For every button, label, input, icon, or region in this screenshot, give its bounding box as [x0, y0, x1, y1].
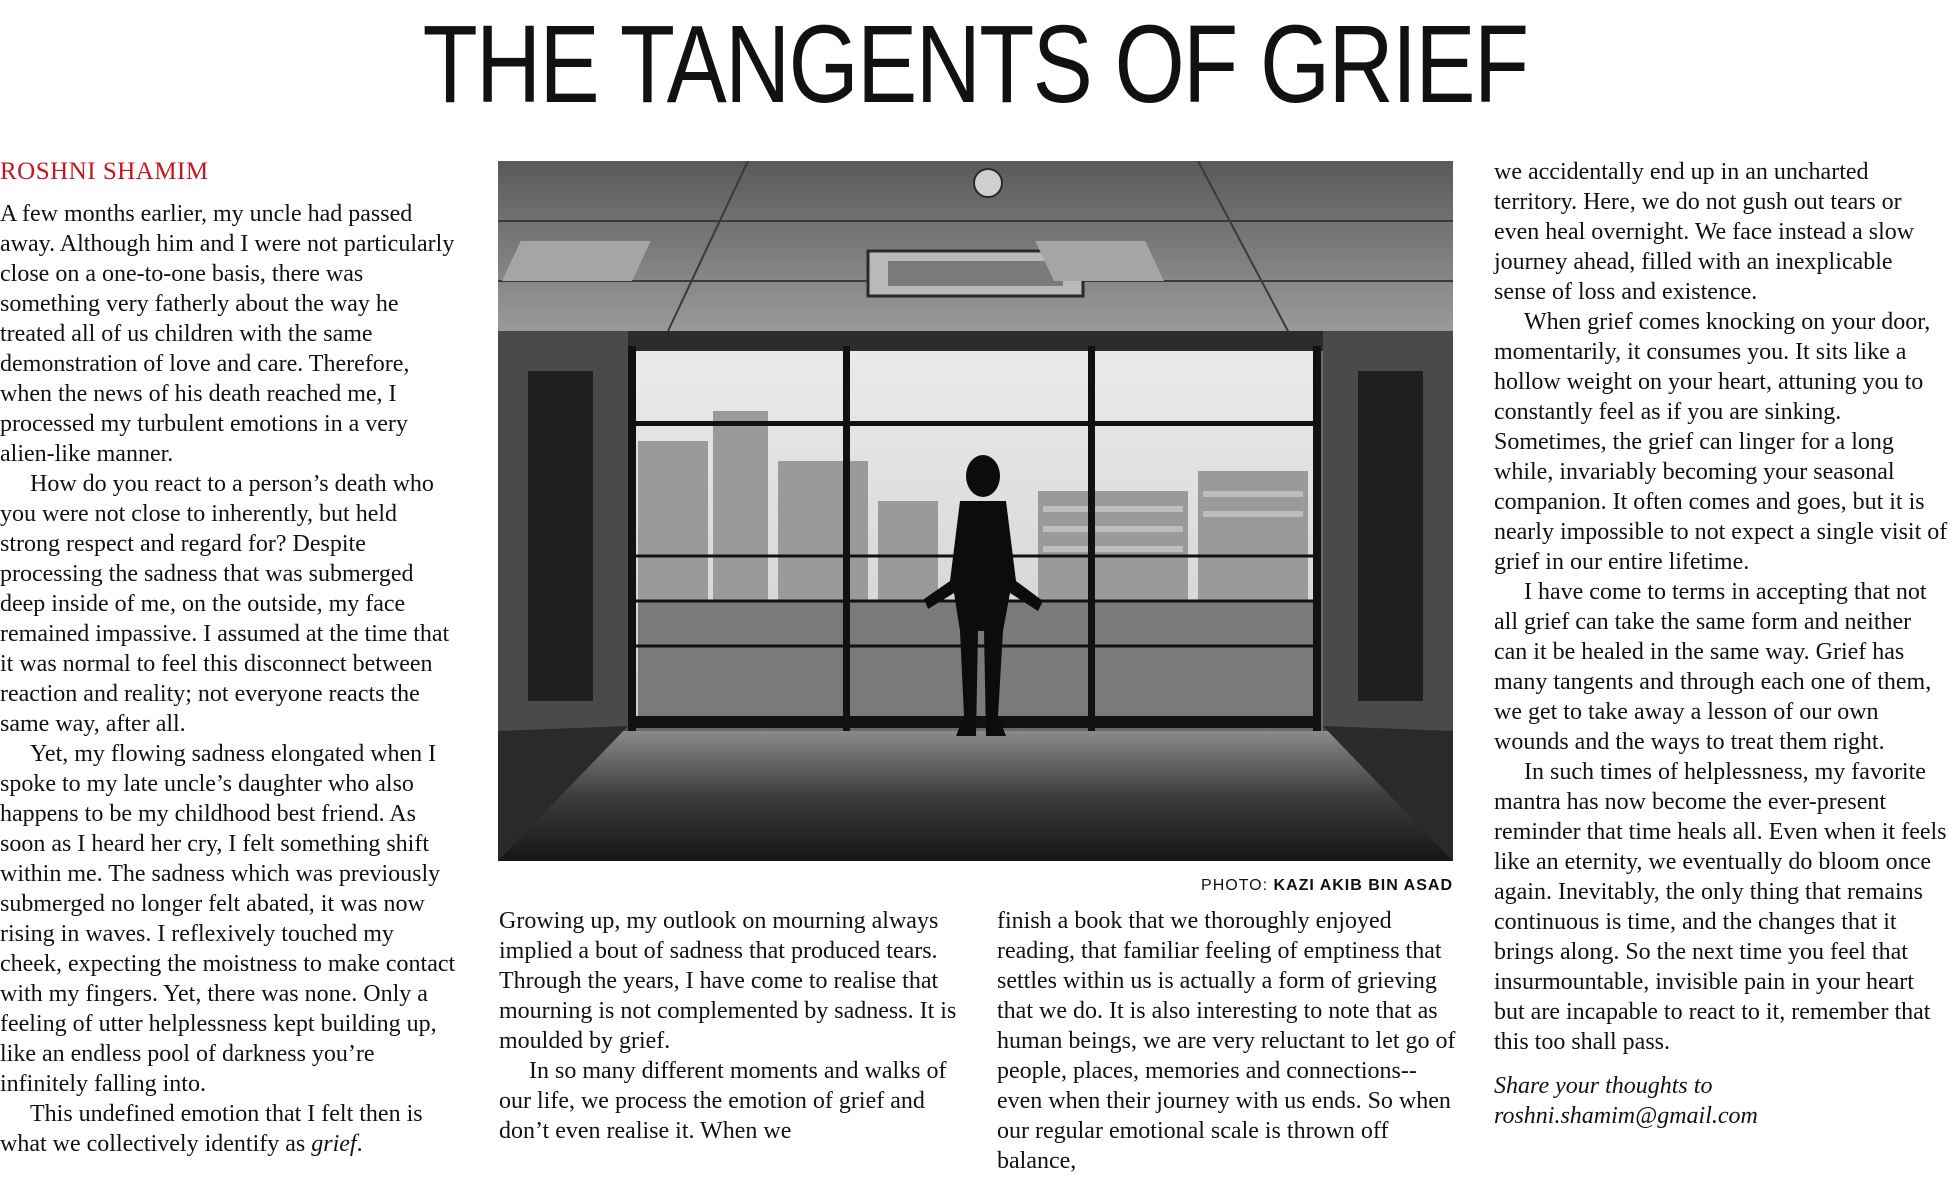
paragraph: A few months earlier, my uncle had passed away. Although him and I were not particularly close on a one-to-one basis, there was something very fatherly about the way he treated all of us children with the same demonstration of love and care. Therefore, when the news of his death reached me, I processed my turbulent emotions in a very alien-like manner. [0, 201, 455, 467]
paragraph: In such times of helplessness, my favorite mantra has now become the ever-present reminder that time heals all. Even when it feels like an eternity, we eventually do bloom once again. Inevitably, the only thing that remains continuous is time, and the changes that it brings along. So the next time you feel that insurmountable, invisible pain in your heart but are incapable to react to it, remember that this too shall pass. [1494, 759, 1947, 1055]
paragraph-text: This undefined emotion that I felt then is what we collectively identify as [0, 1101, 423, 1157]
article-column-4 [1494, 157, 1950, 1131]
silhouette-window-photo [498, 161, 1453, 861]
paragraph [0, 1099, 460, 1159]
article-photo [498, 161, 1453, 861]
photo-credit-label: PHOTO: [1201, 877, 1269, 894]
paragraph: Growing up, my outlook on mourning always implied a bout of sadness that produced tears. Through the years, I have come to realise that mourning is not complemented by sadness. It is moulded by grief. [499, 908, 957, 1054]
photo-credit-name: KAZI AKIB BIN ASAD [1273, 877, 1453, 894]
paragraph: finish a book that we thoroughly enjoyed reading, that familiar feeling of emptiness that settles within us is actually a form of grieving that we do. It is also interesting to note that as human beings, we are very reluctant to let go of people, places, memories and connections-- even when their journey with us ends. So when our regular emotional scale is thrown off balance, [997, 908, 1456, 1174]
headline: THE TANGENTS OF GRIEF [422, 3, 1528, 126]
paragraph: Yet, my flowing sadness elongated when I spoke to my late uncle’s daughter who also happens to be my childhood best friend. As soon as I heard her cry, I felt something shift within me. The sadness which was previously submerged no longer felt abated, it was now rising in waves. I reflexively touched my cheek, expecting the moistness to make contact with my fingers. Yet, there was none. Only a feeling of utter helplessness kept building up, like an endless pool of darkness you’re infinitely falling into. [0, 741, 456, 1097]
paragraph: we accidentally end up in an uncharted territory. Here, we do not gush out tears or even heal overnight. We face instead a slow journey ahead, filled with an inexplicable sense of loss and existence. [1494, 159, 1915, 305]
signoff-email: Share your thoughts to roshni.shamim@gmail.com [1494, 1073, 1758, 1129]
paragraph-end: . [356, 1131, 363, 1157]
article-column-3 [997, 906, 1457, 1176]
article-column-1 [0, 199, 460, 1159]
emphasis-grief: grief [311, 1131, 357, 1157]
paragraph: I have come to terms in accepting that not all grief can take the same form and neither can it be healed in the same way. Grief has many tangents and through each one of them, we get to take away a lesson of our own wounds and the ways to treat them right. [1494, 579, 1932, 755]
photo-credit [1000, 876, 1453, 896]
article-column-2 [499, 906, 964, 1146]
paragraph: How do you react to a person’s death who you were not close to inherently, but held strong respect and regard for? Despite processing the sadness that was submerged deep inside of me, on the outside, my face remained impassive. I assumed at the time that it was normal to feel this disconnect between reaction and reality; not everyone reacts the same way, after all. [0, 471, 450, 737]
paragraph: When grief comes knocking on your door, momentarily, it consumes you. It sits like a hollow weight on your heart, attuning you to constantly feel as if you are sinking. Sometimes, the grief can linger for a long while, invariably becoming your seasonal companion. It often comes and goes, but it is nearly impossible to not expect a single visit of grief in our entire lifetime. [1494, 309, 1948, 575]
paragraph: In so many different moments and walks of our life, we process the emotion of grief and don’t even realise it. When we [499, 1058, 947, 1144]
byline: ROSHNI SHAMIM [0, 158, 209, 185]
